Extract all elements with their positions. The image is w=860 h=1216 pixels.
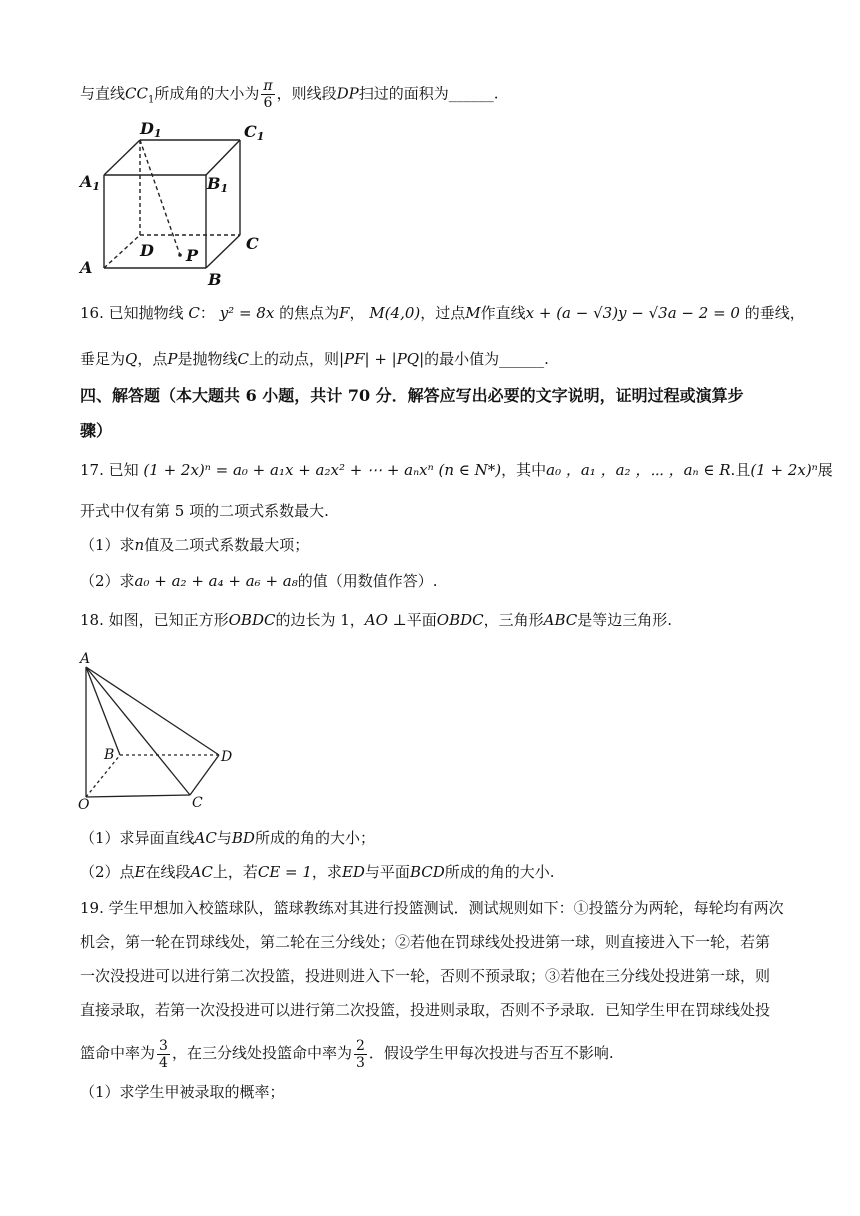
q18-p1-t1: （1）求异面直线 bbox=[80, 829, 195, 847]
q18-obdc-2: OBDC bbox=[436, 611, 484, 629]
label-d: D bbox=[221, 749, 233, 765]
q16-line-eq: x + (a − √3)y − √3a − 2 = 0 bbox=[525, 304, 740, 322]
q15-text-4: 扫过的面积为______. bbox=[358, 84, 499, 103]
label-b: B bbox=[104, 747, 115, 763]
q18-p1-t2: 与 bbox=[216, 829, 232, 847]
q15-text-1: 与直线 bbox=[80, 84, 126, 103]
q17-coeff-list: a₀ ，a₁ ，a₂ ，⋯ ，aₙ ∈ R bbox=[546, 461, 731, 479]
label-c: C bbox=[246, 234, 259, 253]
q19-f2-num: 2 bbox=[355, 1037, 365, 1054]
q18-t5: 是等边三角形. bbox=[577, 611, 673, 629]
q17-p2-t2: 的值（用数值作答）. bbox=[297, 572, 438, 590]
q17-t3: .且 bbox=[730, 461, 751, 479]
q18-perp: AO ⊥ bbox=[364, 611, 407, 629]
label-b: B bbox=[208, 270, 222, 289]
q19-line-2: 机会，第一轮在罚球线处，第二轮在三分线处；②若他在罚球线处投进第一球，则直接进入下一轮，若第 bbox=[80, 933, 771, 951]
q16-c: C bbox=[188, 304, 200, 322]
q16-parabola-eq: y² = 8x bbox=[219, 304, 275, 322]
q19-t2: ，在三分线处投篮命中率为 bbox=[171, 1044, 352, 1062]
edge-ac bbox=[86, 667, 190, 795]
edge-cd bbox=[190, 755, 219, 795]
q18-p2-t4: ，求 bbox=[311, 863, 342, 881]
q17-n: n bbox=[134, 536, 145, 554]
cube-figure bbox=[78, 115, 278, 290]
edge-ob-hidden bbox=[86, 755, 120, 797]
q18-p2-t6: 所成的角的大小. bbox=[444, 863, 555, 881]
q16-t11: 上的动点，则 bbox=[248, 350, 339, 368]
q18-e: E bbox=[134, 863, 146, 881]
q19-f1-num: 3 bbox=[159, 1037, 168, 1054]
q19-t3: ．假设学生甲每次投进与否互不影响. bbox=[368, 1044, 614, 1062]
q16-t10: 是抛物线 bbox=[177, 350, 238, 368]
q16-m2: M bbox=[465, 304, 481, 322]
q17-part-2 bbox=[80, 570, 790, 592]
q17-expansion: (1 + 2x)ⁿ = a₀ + a₁x + a₂x² + ⋯ + aₙxⁿ (n ∈ N*) bbox=[143, 461, 502, 479]
q17-line-1 bbox=[80, 459, 833, 481]
q17-t1: 17. 已知 bbox=[80, 461, 139, 479]
q18-p2-t3: 上，若 bbox=[212, 863, 258, 881]
edge-ab bbox=[86, 667, 120, 755]
q18-part-1 bbox=[80, 827, 790, 849]
q16-t5: ，过点 bbox=[420, 304, 466, 322]
q17-p2-t1: （2）求 bbox=[80, 572, 135, 590]
section-4-heading-line-2: 骤） bbox=[80, 421, 113, 440]
label-d1: D1 bbox=[140, 119, 162, 140]
q18-line-1 bbox=[80, 609, 790, 631]
q19-fraction-2 bbox=[354, 1038, 367, 1071]
edge-bc bbox=[206, 235, 240, 268]
q18-ac: AC bbox=[194, 829, 217, 847]
q17-line-2: 开式中仅有第 5 项的二项式系数最大. bbox=[80, 502, 329, 520]
q19-line-4: 直接录取，若第一次没投进可以进行第二次投篮，投进则录取，否则不予录取．已知学生甲在罚球线处投 bbox=[80, 1001, 771, 1019]
q16-t3: 的焦点为 bbox=[279, 304, 340, 322]
q18-t4: ，三角形 bbox=[483, 611, 544, 629]
q15-tail-line bbox=[80, 78, 790, 112]
q15-frac-den: 6 bbox=[263, 95, 273, 111]
q16-f: F bbox=[339, 304, 350, 322]
q15-text-2: 所成角的大小为 bbox=[154, 84, 260, 103]
q16-t6: 作直线 bbox=[480, 304, 526, 322]
point-p bbox=[178, 253, 182, 257]
q18-obdc: OBDC bbox=[228, 611, 276, 629]
label-c1: C1 bbox=[244, 122, 265, 143]
label-a1: A1 bbox=[80, 172, 101, 193]
q16-t2: ： bbox=[199, 304, 215, 322]
edge-ad-hidden bbox=[104, 235, 140, 268]
q17-sum-expr: a₀ + a₂ + a₄ + a₆ + a₈ bbox=[134, 572, 298, 590]
q19-f2-den: 3 bbox=[355, 1054, 365, 1071]
edge-b1c1 bbox=[206, 140, 240, 175]
q16-t9: ，点 bbox=[137, 350, 168, 368]
q16-t7: 的垂线， bbox=[744, 304, 805, 322]
q16-expr: |PF| + |PQ| bbox=[338, 350, 425, 368]
q16-p: P bbox=[167, 350, 178, 368]
q16-t4: ， bbox=[349, 304, 365, 322]
label-c: C bbox=[192, 795, 203, 811]
section-4-heading-line-1: 四、解答题（本大题共 6 小题，共计 70 分．解答应写出必要的文字说明，证明过程或演算步 bbox=[80, 386, 744, 405]
q19-f1-den: 4 bbox=[159, 1054, 168, 1071]
q19-line-3: 一次没投进可以进行第二次投篮，投进则进入下一轮，否则不预录取；③若他在三分线处投进第一球，则 bbox=[80, 967, 771, 985]
q15-dp: DP bbox=[336, 84, 359, 103]
q16-t1: 16. 已知抛物线 bbox=[80, 304, 184, 322]
label-b1: B1 bbox=[207, 174, 229, 195]
q18-ce: CE = 1 bbox=[257, 863, 312, 881]
q18-t3: 平面 bbox=[406, 611, 437, 629]
q17-part-1 bbox=[80, 534, 790, 556]
q18-abc: ABC bbox=[543, 611, 578, 629]
q15-cc1-sub: 1 bbox=[147, 94, 155, 106]
q18-bcd: BCD bbox=[409, 863, 445, 881]
q17-t4: 展 bbox=[817, 461, 833, 479]
q17-p1-t2: 值及二项式系数最大项； bbox=[144, 536, 310, 554]
q18-t2: 的边长为 1， bbox=[275, 611, 365, 629]
q16-t8: 垂足为 bbox=[80, 350, 126, 368]
label-d: D bbox=[140, 241, 154, 260]
q18-bd: BD bbox=[231, 829, 255, 847]
pyramid-figure bbox=[76, 645, 246, 815]
q19-line-5 bbox=[80, 1033, 790, 1073]
q16-line-2 bbox=[80, 348, 790, 370]
label-p: P bbox=[186, 246, 199, 265]
q16-point-m: M(4,0) bbox=[369, 304, 421, 322]
edge-oc bbox=[86, 795, 190, 797]
q15-frac-num: π bbox=[263, 78, 273, 94]
q15-text-3: ，则线段 bbox=[276, 84, 337, 103]
q19-part-1: （1）求学生甲被录取的概率； bbox=[80, 1083, 285, 1101]
label-a: A bbox=[80, 651, 91, 667]
q18-part-2 bbox=[80, 861, 790, 883]
label-o: O bbox=[78, 797, 90, 813]
q18-p2-t1: （2）点 bbox=[80, 863, 135, 881]
segment-d1p bbox=[140, 140, 180, 255]
q18-ed: ED bbox=[341, 863, 365, 881]
q17-p1-t1: （1）求 bbox=[80, 536, 135, 554]
q19-fraction-1 bbox=[157, 1038, 170, 1071]
q16-c2: C bbox=[237, 350, 249, 368]
q18-ac-2: AC bbox=[190, 863, 213, 881]
q18-p2-t2: 在线段 bbox=[145, 863, 191, 881]
label-a: A bbox=[80, 258, 93, 277]
q18-p2-t5: 与平面 bbox=[364, 863, 410, 881]
edge-a1d1 bbox=[104, 140, 140, 175]
edge-ad bbox=[86, 667, 219, 755]
q17-t2: ，其中 bbox=[501, 461, 547, 479]
q16-q: Q bbox=[125, 350, 138, 368]
q16-t12: 的最小值为______. bbox=[424, 350, 549, 368]
q19-line-1: 19. 学生甲想加入校篮球队，篮球教练对其进行投篮测试．测试规则如下：①投篮分为两轮，每轮均有两次 bbox=[80, 899, 784, 917]
q18-p1-t3: 所成的角的大小； bbox=[254, 829, 375, 847]
q17-expr: (1 + 2x)ⁿ bbox=[750, 461, 818, 479]
q19-t1: 篮命中率为 bbox=[80, 1044, 156, 1062]
q15-fraction bbox=[261, 78, 274, 111]
q15-cc1: CC bbox=[125, 84, 148, 103]
q18-t1: 18. 如图，已知正方形 bbox=[80, 611, 229, 629]
q16-line-1 bbox=[80, 302, 805, 324]
